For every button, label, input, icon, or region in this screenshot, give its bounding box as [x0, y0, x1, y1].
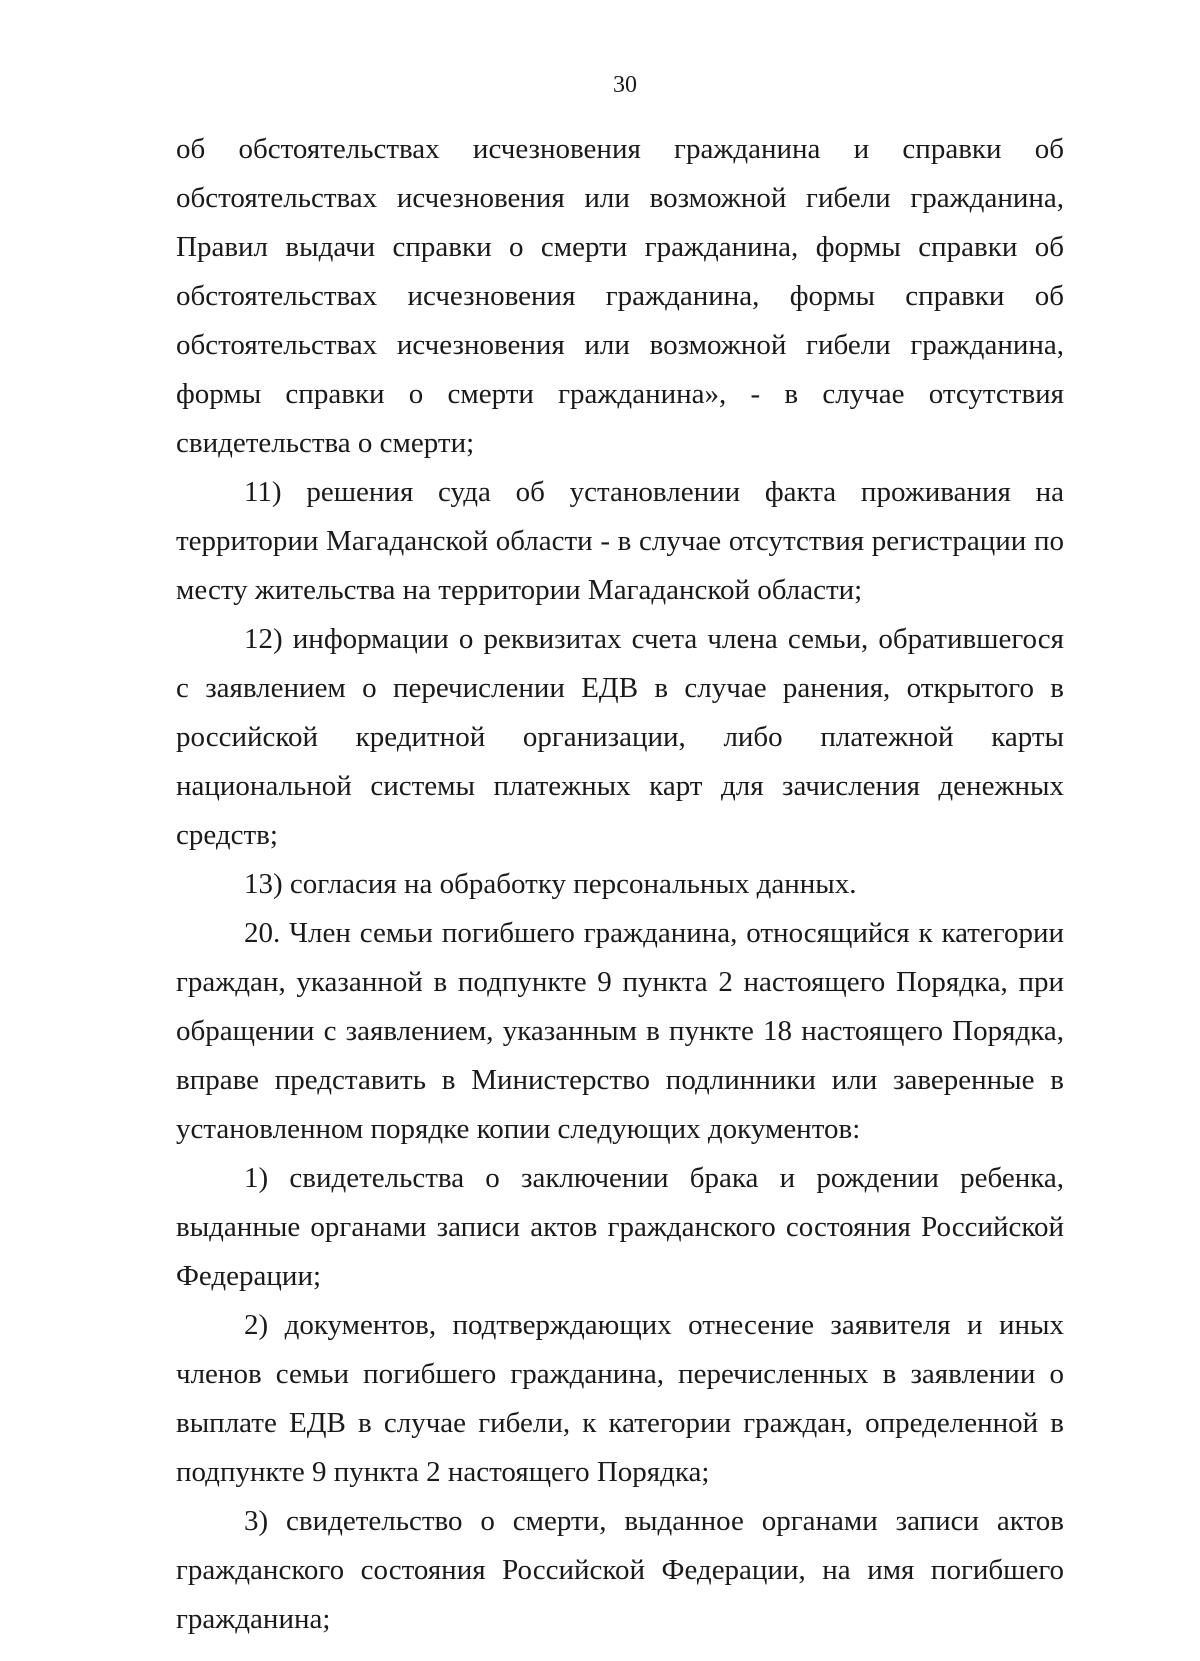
paragraph-item-3: 3) свидетельство о смерти, выданное органами записи актов гражданского состояния Российской Федерации, на имя погибшего гражданина;	[176, 1505, 1064, 1635]
paragraph-item-12: 12) информации о реквизитах счета члена семьи, обратившегося с заявлением о перечислении ЕДВ в случае ранения, открытого в российской кредитной организации, либо платежной карты национальной системы платежных карт для зачисления денежных средств;	[176, 623, 1064, 851]
paragraph-item-13: 13) согласия на обработку персональных данных.	[244, 868, 857, 900]
paragraph-section-20: 20. Член семьи погибшего гражданина, относящийся к категории граждан, указанной в подпункте 9 пункта 2 настоящего Порядка, при обращении с заявлением, указанным в пункте 18 настоящего Порядка, вправе представить в Министерство подлинники или заверенные в установленном порядке копии следующих документов:	[176, 917, 1064, 1145]
paragraph-continuation: об обстоятельствах исчезновения гражданина и справки об обстоятельствах исчезновения или возможной гибели гражданина, Правил выдачи справки о смерти гражданина, формы справки об обстоятельствах исчезновения гражданина, формы справки об обстоятельствах исчезновения или возможной гибели гражданина, формы справки о смерти гражданина», - в случае отсутствия свидетельства о смерти;	[176, 133, 1064, 459]
document-body	[176, 125, 1064, 1644]
page-number: 30	[613, 72, 637, 98]
paragraph-item-2: 2) документов, подтверждающих отнесение заявителя и иных членов семьи погибшего гражданина, перечисленных в заявлении о выплате ЕДВ в случае гибели, к категории граждан, определенной в подпункте 9 пункта 2 настоящего Порядка;	[176, 1309, 1064, 1488]
paragraph-item-11: 11) решения суда об установлении факта проживания на территории Магаданской области - в случае отсутствия регистрации по месту жительства на территории Магаданской области;	[176, 476, 1064, 606]
paragraph-item-1: 1) свидетельства о заключении брака и рождении ребенка, выданные органами записи актов гражданского состояния Российской Федерации;	[176, 1162, 1064, 1292]
